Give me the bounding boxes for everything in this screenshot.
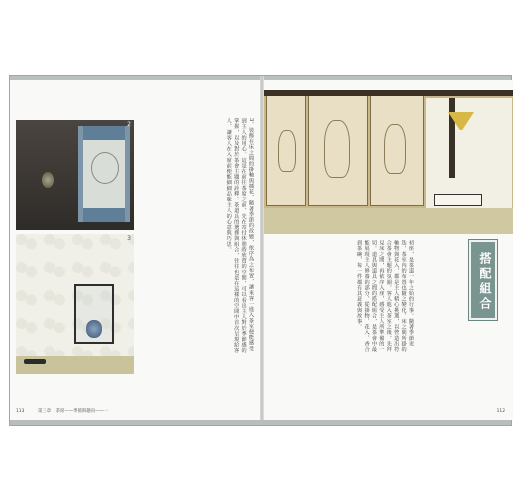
- photo-tearoom: [264, 90, 513, 234]
- book-spread: [9, 75, 512, 426]
- photo-display-case: [16, 234, 134, 374]
- page-number-left: 113: [16, 409, 25, 414]
- page-number-right: 112: [496, 409, 505, 414]
- running-header: 第三章 茶席——季節與趣向——一: [38, 409, 109, 414]
- photo-number: 3: [127, 235, 131, 242]
- photo-hanging-scroll: [16, 120, 134, 230]
- photo-number: 2: [127, 121, 131, 128]
- tatami-floor: [264, 208, 513, 234]
- ceramic-jar: [86, 320, 102, 338]
- right-body-text: 初座，是茶道一年之始的行事。隨著季節更迭，茶室內的布置也隨之變化，床之間所掛的軸物與花入，都是主人精心挑選，以營造出符合茶會主題的氛圍。客人進入茶室之後，先拜見床之間，再依序入座，感受主人所準備的一切。道具與道具之間的搭配組合，是茶會中最能展現主人修養的部分，從掛物、花入、香合到茶碗，每一件都有其意義與故事。: [356, 240, 414, 352]
- left-page: [10, 80, 260, 420]
- hanging-scroll: [78, 126, 130, 222]
- section-heading: [469, 240, 497, 320]
- left-body-text: 3、裝飾在床之間的掛軸與插花，隨著季節的改變，依序為之布置，讓來客一進入茶室便能感受到主人的用心。這是在前往茶席之前，先在寄付休憩時欣賞的空間，可以看出主人對於季節感的掌握，以及對於茶會主題的詮釋。茶道具的選擇與組合，往往也是在這樣的空間中首次呈現給客人，讓客人在入席前便能細細品味主人的心意與巧思。: [225, 118, 254, 354]
- right-page: [264, 80, 513, 420]
- section-heading-text: 搭配組合: [478, 252, 492, 312]
- flower-arrangement: [42, 172, 54, 188]
- lacquer-tray: [24, 359, 46, 364]
- display-plaque: [434, 194, 482, 206]
